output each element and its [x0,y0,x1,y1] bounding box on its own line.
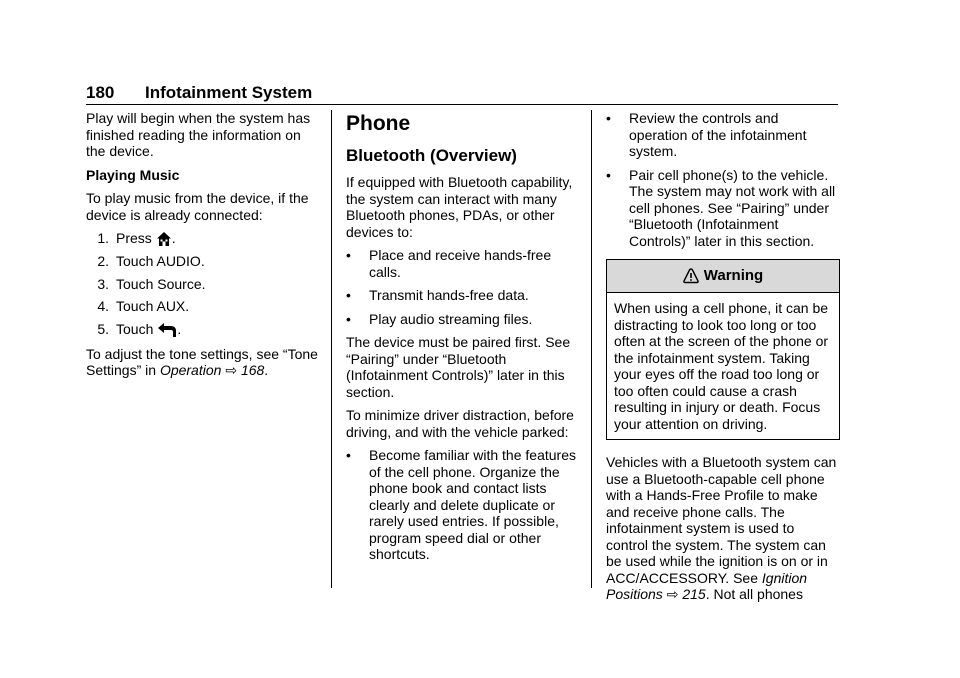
ref-arrow-icon: ⇨ [666,586,679,602]
list-item: • Review the controls and operation of the infotainment system. [606,110,807,159]
bullet-dot: • [346,310,351,327]
step-1: 1. Press . [86,230,322,247]
list-item: • Pair cell phone(s) to the vehicle. The system may not work with all cell phones. See “Pairing” under “Bluetooth (Infotainment Controls)” later in this section. [606,166,836,249]
bluetooth-intro: If equipped with Bluetooth capability, the system can interact with many Bluetooth phones, PDAs, or other devices to: [346,174,573,240]
list-item: • Become familiar with the features of the cell phone. Organize the phone book and contact lists clearly and delete duplicate or rarely used entries. If possible, program speed dial or other shortcuts. [346,447,576,562]
operation-reference[interactable]: Operation [159,362,222,378]
column-divider [591,110,592,588]
step-text: Touch Source. [116,275,206,292]
intro-paragraph: Play will begin when the system has finished reading the information on the device. [86,110,311,159]
step-number: 3. [97,275,109,292]
step-text: Touch AUDIO. [116,253,205,269]
column-divider [331,110,332,588]
list-item: • Play audio streaming files. [346,310,533,327]
minimize-paragraph: To minimize driver distraction, before driving, and with the vehicle parked: [346,407,574,440]
step-3 [86,276,322,293]
step-number: 5. [97,320,109,337]
ignition-reference[interactable]: Ignition Positions [606,569,808,602]
step-5: 5. Touch . [86,321,322,338]
step-4 [86,298,322,315]
bullet-dot: • [606,166,611,183]
subsection-title: Bluetooth (Overview) [346,146,517,165]
step-number: 2. [97,253,109,269]
bluetooth-system-paragraph: Vehicles with a Bluetooth system can use a Bluetooth-capable cell phone with a Hands-Free Profile to make and receive phone calls. The infotainment system is used to control the system. The system can be used while the ignition is on or in ACC/ACCESSORY. See Ignition Positions ⇨ 215. Not all phones [606,454,837,602]
list-item: • Place and receive hands-free calls. [346,247,552,280]
warning-title: Warning [703,266,764,284]
page-reference[interactable]: 215 [682,586,706,602]
bullet-dot: • [346,447,351,463]
bullet-dot: • [606,110,611,126]
step-number: 1. [97,230,109,246]
step-text: Press [116,230,152,246]
step-text: Touch AUX. [116,298,190,314]
column-1 [86,110,322,386]
column-3 [606,110,840,610]
ref-arrow-icon: ⇨ [225,362,238,378]
page-reference[interactable]: 168 [240,362,265,378]
step-number: 4. [97,298,109,314]
bullet-dot: • [346,287,351,303]
lead-paragraph: To play music from the device, if the device is already connected: [86,190,309,223]
warning-icon [683,268,699,284]
header-rule [86,104,838,105]
bullet-dot: • [346,247,351,263]
step-text: Touch [116,320,154,337]
warning-body: When using a cell phone, it can be distracting to look too long or too often at the screen of the phone or the infotainment system. Taking your eyes off the road too long or too often could cause a crash resulting in injury or death. Focus your attention on driving. [614,300,829,432]
step-2 [86,253,322,270]
section-title: Phone [346,112,411,135]
page-number: 180 [86,83,115,102]
page-title: Infotainment System [145,83,313,102]
subhead-playing-music: Playing Music [86,166,180,183]
warning-header [607,260,839,293]
page-header [86,83,838,105]
list-item: • Transmit hands-free data. [346,287,529,303]
back-arrow-icon [157,322,177,338]
home-icon [156,231,172,247]
tone-paragraph: To adjust the tone settings, see “Tone Settings” in Operation ⇨ 168. [86,345,318,378]
column-2 [346,110,582,570]
warning-box [606,259,840,440]
pairing-paragraph: The device must be paired first. See “Pairing” under “Bluetooth (Infotainment Controls)” later in this section. [346,334,571,400]
